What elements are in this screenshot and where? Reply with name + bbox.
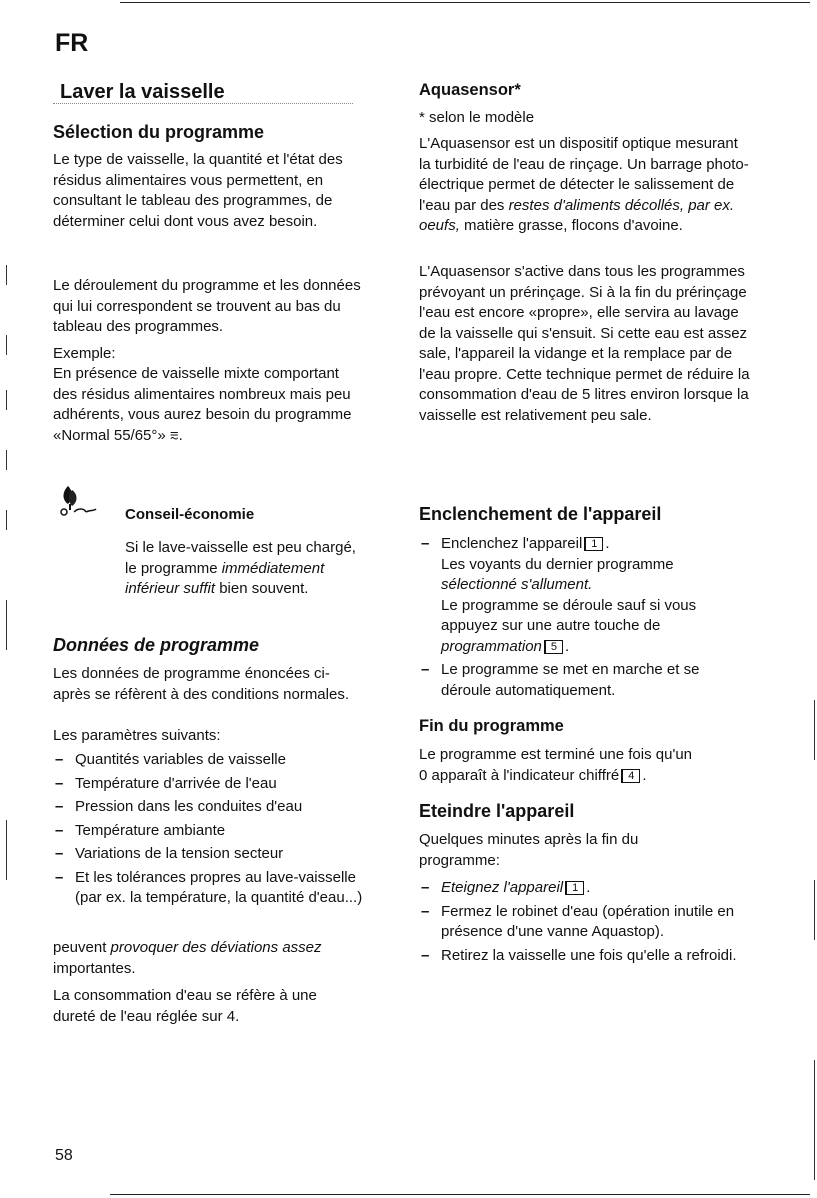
margin-mark — [6, 265, 7, 285]
data-paragraph-3 — [53, 938, 383, 979]
data-paragraph-2: Les paramètres suivants: — [53, 727, 221, 744]
leaf-icon — [58, 482, 98, 518]
key-4-icon: 4 — [621, 769, 640, 783]
power-on-step — [419, 534, 759, 657]
list-item: – Variations de la tension secteur — [53, 844, 393, 865]
power-off-step — [419, 878, 749, 899]
end-paragraph-2 — [419, 766, 647, 787]
selection-paragraph-2: Le déroulement du programme et les données qui lui correspondent se trouvent au bas du tableau des programmes. — [53, 277, 361, 335]
aq-p1-italic: restes d'aliments décollés, par ex. oeufs, — [419, 196, 735, 234]
margin-mark — [814, 700, 815, 760]
selection-heading: Sélection du programme — [53, 122, 265, 142]
data-heading: Données de programme — [53, 635, 260, 655]
aquasensor-paragraph-2: L'Aquasensor s'active dans tous les programmes prévoyant un prérinçage. Si à la fin du prérinçage l'eau est encore «propre», elle servira au lavage de la vaisselle qui s'ensuit. Si cette eau est assez sale, l'appareil la vidange et la remplace par de l'eau propre. Cette technique permet de réduire la consommation d'eau de 5 litres environ lorsque la vaisselle est relativement peu sale. — [419, 263, 750, 424]
power-off-heading: Eteindre l'appareil — [419, 801, 575, 821]
language-label: FR — [55, 29, 89, 57]
aq-p1-plain: L'Aquasensor est un dispositif optique mesurant la turbidité de l'eau de rinçage. Un barrage photo-électrique permet de détecter le salissement de l'eau par des — [419, 135, 749, 214]
aquasensor-note: * selon le modèle — [419, 109, 535, 126]
margin-mark — [814, 880, 815, 940]
step-text-italic: Eteignez l'appareil — [441, 879, 564, 896]
list-item: – Et les tolérances propres au lave-vaisselle (par ex. la température, la quantité d'eau...) — [53, 868, 385, 909]
margin-mark — [814, 1060, 815, 1180]
tip-text-plain: Si le lave-vaisselle est peu chargé, le programme — [125, 539, 356, 577]
key-5-icon: 5 — [544, 640, 563, 654]
margin-mark — [6, 450, 7, 470]
list-item: – Température ambiante — [53, 821, 393, 842]
margin-mark — [6, 510, 7, 530]
end-paragraph-1: Le programme est terminé une fois qu'un — [419, 746, 693, 763]
step-text: Le programme se déroule sauf si vous appuyez sur une autre touche de — [441, 596, 697, 634]
power-on-steps — [419, 534, 759, 701]
parameter-list — [53, 750, 393, 909]
top-rule — [120, 2, 810, 3]
p3-end: importantes. — [53, 959, 136, 977]
aquasensor-paragraph-1 — [419, 134, 749, 237]
key-1-icon: 1 — [584, 537, 603, 551]
power-off-paragraph: Quelques minutes après la fin du programme: — [419, 831, 639, 869]
end-text: 0 apparaît à l'indicateur chiffré — [419, 767, 620, 784]
list-item: – Quantités variables de vaisselle — [53, 750, 393, 771]
step-punct: . — [605, 535, 610, 552]
page-number: 58 — [55, 1147, 73, 1164]
p3-italic: provoquer des déviations assez — [110, 939, 322, 956]
data-paragraph-4: La consommation d'eau se réfère à une dureté de l'eau réglée sur 4. — [53, 987, 317, 1025]
margin-mark — [6, 390, 7, 410]
end-heading: Fin du programme — [419, 717, 564, 735]
tip-title: Conseil-économie — [125, 506, 255, 523]
tip-text-end: bien souvent. — [215, 580, 309, 597]
example-text: En présence de vaisselle mixte comportant des résidus alimentaires nombreux mais peu adhérents, vous aurez besoin du programme «Normal 55/65°» ⩳. — [53, 365, 352, 444]
title-underline — [53, 103, 353, 104]
step-text-italic: programmation — [441, 637, 542, 655]
section-title: Laver la vaisselle — [60, 81, 225, 103]
list-item: – Pression dans les conduites d'eau — [53, 797, 393, 818]
margin-mark — [6, 335, 7, 355]
example-label: Exemple: — [53, 345, 116, 362]
power-on-step: – Le programme se met en marche et se déroule automatiquement. — [419, 660, 751, 701]
power-on-heading: Enclenchement de l'appareil — [419, 504, 662, 524]
power-off-step: – Fermez le robinet d'eau (opération inutile en présence d'une vanne Aquastop). — [419, 902, 741, 943]
end-punct: . — [642, 767, 647, 784]
margin-mark — [6, 600, 7, 650]
step-punct: . — [565, 637, 570, 655]
aquasensor-heading: Aquasensor* — [419, 81, 521, 99]
data-paragraph-1: Les données de programme énoncées ci-après se réfèrent à des conditions normales. — [53, 665, 349, 703]
step-text: Enclenchez l'appareil — [441, 535, 583, 552]
step-punct: . — [586, 879, 591, 896]
power-off-step: – Retirez la vaisselle une fois qu'elle a refroidi. — [419, 946, 741, 967]
tip-text — [125, 538, 370, 600]
p3-plain: peuvent — [53, 939, 111, 956]
step-text-italic: sélectionné s'allument. — [441, 576, 593, 593]
power-off-steps — [419, 878, 749, 966]
step-text: Les voyants du dernier programme — [441, 555, 674, 573]
bottom-rule — [110, 1194, 810, 1195]
aq-p1-end: matière grasse, flocons d'avoine. — [459, 217, 683, 234]
list-item: – Température d'arrivée de l'eau — [53, 774, 393, 795]
tip-text-italic: immédiatement inférieur suffit — [125, 559, 325, 597]
selection-paragraph-1: Le type de vaisselle, la quantité et l'état des résidus alimentaires vous permettent, en consultant le tableau des programmes, de déterminer celui dont vous avez besoin. — [53, 151, 343, 230]
margin-mark — [6, 820, 7, 880]
key-1-icon: 1 — [565, 881, 584, 895]
